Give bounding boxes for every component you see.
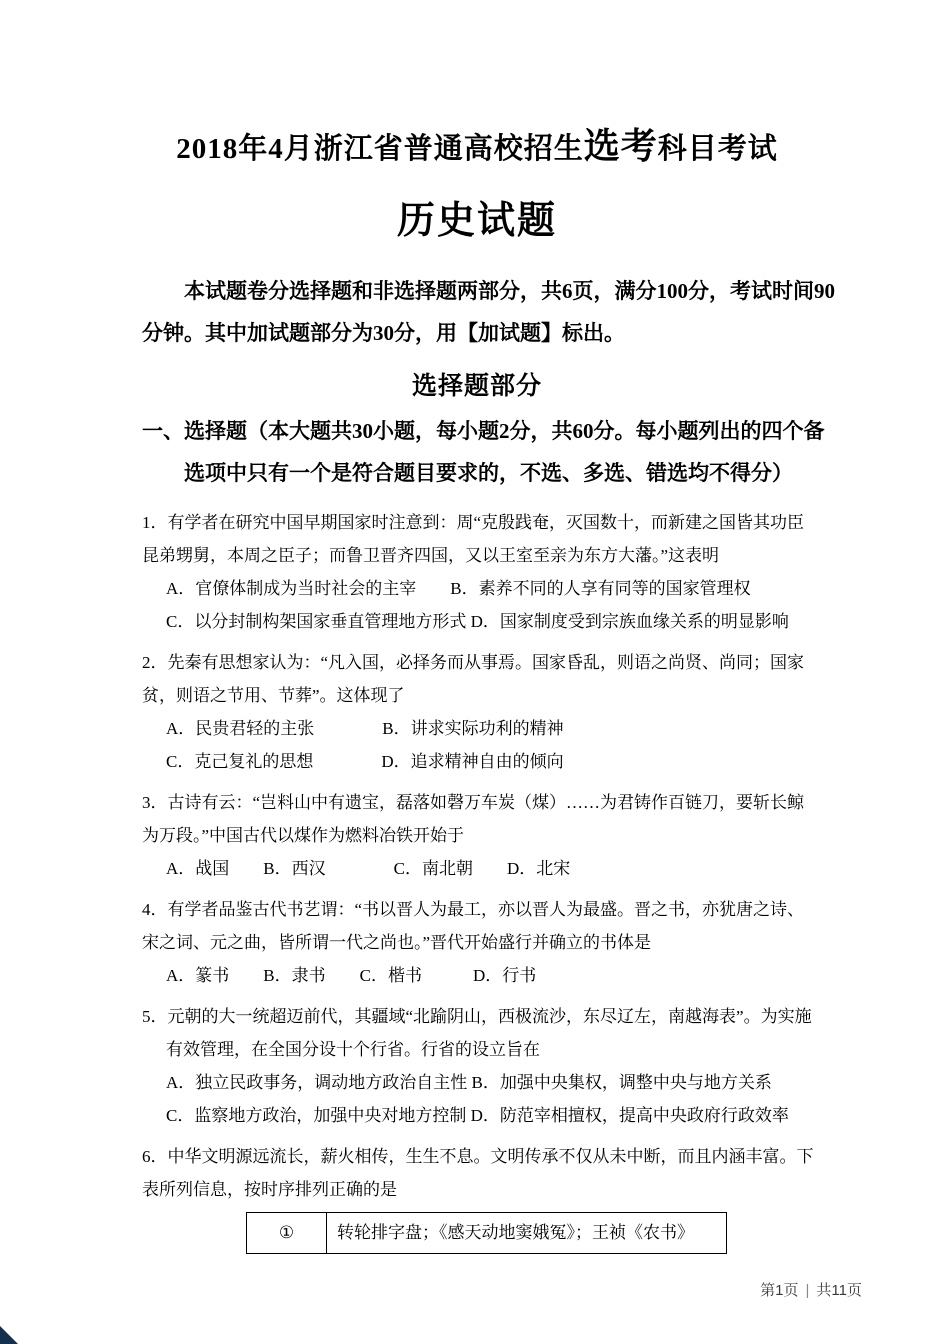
question-stem-text: 元朝的大一统超迈前代，其疆域“北踰阴山，西极流沙，东尽辽左，南越海表”。为实施 xyxy=(167,1007,812,1026)
question-stem-line: 贫，则语之节用、节葬”。这体现了 xyxy=(142,686,405,705)
question-stem-line: 表所列信息，按时序排列正确的是 xyxy=(142,1180,397,1199)
section-directions xyxy=(142,410,825,494)
question-stem-line: 为万段。”中国古代以煤作为燃料冶铁开始于 xyxy=(142,826,465,845)
question-options-line: C．监察地方政治，加强中央对地方控制 D．防范宰相擅权，提高中央政府行政效率 xyxy=(166,1106,789,1125)
question-stem-text: 先秦有思想家认为：“凡入国，必择务而从事焉。国家昏乱，则语之尚贤、尚同；国家 xyxy=(167,653,805,672)
doc-title-suffix: 科目考试 xyxy=(657,133,778,165)
doc-title-prefix: 2018年4月浙江省普通高校招生 xyxy=(176,133,584,165)
question-number: 1． xyxy=(142,513,168,532)
question-stem-text: 有学者品鉴古代书艺谓：“书以晋人为最工，亦以晋人为最盛。晋之书，亦犹唐之诗、 xyxy=(167,900,805,919)
question-number: 6． xyxy=(142,1147,168,1166)
question-options-line: C．克己复礼的思想 D．追求精神自由的倾向 xyxy=(166,752,564,771)
question-6-info-table xyxy=(246,1212,727,1254)
question-list xyxy=(142,506,812,1254)
question-options-line: A．战国 B．西汉 C．南北朝 D．北宋 xyxy=(166,859,571,878)
page-number: 第1页 xyxy=(760,1282,799,1299)
doc-subtitle: 历史试题 xyxy=(396,200,557,242)
doc-title-emphasis: 选考 xyxy=(583,126,658,166)
question-6 xyxy=(142,1140,812,1254)
question-options-line: A．篆书 B．隶书 C．楷书 D．行书 xyxy=(166,966,537,985)
question-stem-line: 有效管理，在全国分设十个行省。行省的设立旨在 xyxy=(166,1040,540,1059)
question-2 xyxy=(142,646,812,778)
question-number: 5． xyxy=(142,1007,168,1026)
question-options-line: A．独立民政事务，调动地方政治自主性 B．加强中央集权，调整中央与地方关系 xyxy=(166,1073,772,1092)
table-cell-index: ① xyxy=(247,1213,327,1254)
question-stem-line xyxy=(142,786,812,819)
intro-line: 本试题卷分选择题和非选择题两部分，共6页，满分100分，考试时间90 xyxy=(184,279,835,303)
question-stem-line: 宋之词、元之曲，皆所谓一代之尚也。”晋代开始盛行并确立的书体是 xyxy=(142,933,652,952)
question-stem-line xyxy=(142,893,812,926)
question-stem-line xyxy=(142,506,812,539)
question-stem-text: 古诗有云：“岂料山中有遗宝，磊落如磬万车炭（煤）……为君铸作百链刀，要斩长鲸 xyxy=(167,793,805,812)
question-1 xyxy=(142,506,812,638)
table-cell-content: 转轮排字盘；《感天动地窦娥冤》；王祯《农书》 xyxy=(327,1213,727,1254)
section-heading: 选择题部分 xyxy=(411,373,542,400)
question-stem-line xyxy=(142,1000,812,1033)
question-stem-line xyxy=(142,1140,812,1173)
intro-paragraph xyxy=(142,270,835,354)
total-pages: 共11页 xyxy=(816,1282,862,1299)
footer-separator: | xyxy=(805,1282,810,1299)
question-number: 4． xyxy=(142,900,168,919)
question-options-line: A．民贵君轻的主张 B．讲求实际功利的精神 xyxy=(166,719,564,738)
question-stem-line xyxy=(142,646,812,679)
question-number: 3． xyxy=(142,793,168,812)
question-number: 2． xyxy=(142,653,168,672)
page-footer xyxy=(760,1279,862,1300)
question-options-line: C．以分封制构架国家垂直管理地方形式 D．国家制度受到宗族血缘关系的明显影响 xyxy=(166,612,789,631)
table-row xyxy=(247,1213,727,1254)
directions-line: 一、选择题（本大题共30小题，每小题2分，共60分。每小题列出的四个备 xyxy=(142,419,825,443)
question-stem-text: 中华文明源远流长，薪火相传，生生不息。文明传承不仅从未中断，而且内涵丰富。下 xyxy=(167,1147,814,1166)
question-stem-text: 有学者在研究中国早期国家时注意到：周“克殷践奄，灭国数十，而新建之国皆其功臣 xyxy=(167,513,805,532)
directions-line: 选项中只有一个是符合题目要求的，不选、多选、错选均不得分） xyxy=(184,461,793,485)
corner-fold-icon xyxy=(0,1326,18,1344)
intro-line: 分钟。其中加试题部分为30分，用【加试题】标出。 xyxy=(142,321,625,345)
question-options-line: A．官僚体制成为当时社会的主宰 B．素养不同的人享有同等的国家管理权 xyxy=(166,579,751,598)
question-5 xyxy=(142,1000,812,1132)
question-3 xyxy=(142,786,812,885)
question-4 xyxy=(142,893,812,992)
question-stem-line: 昆弟甥舅，本周之臣子；而鲁卫晋齐四国，又以王室至亲为东方大藩。”这表明 xyxy=(142,546,720,565)
doc-title xyxy=(142,118,812,169)
